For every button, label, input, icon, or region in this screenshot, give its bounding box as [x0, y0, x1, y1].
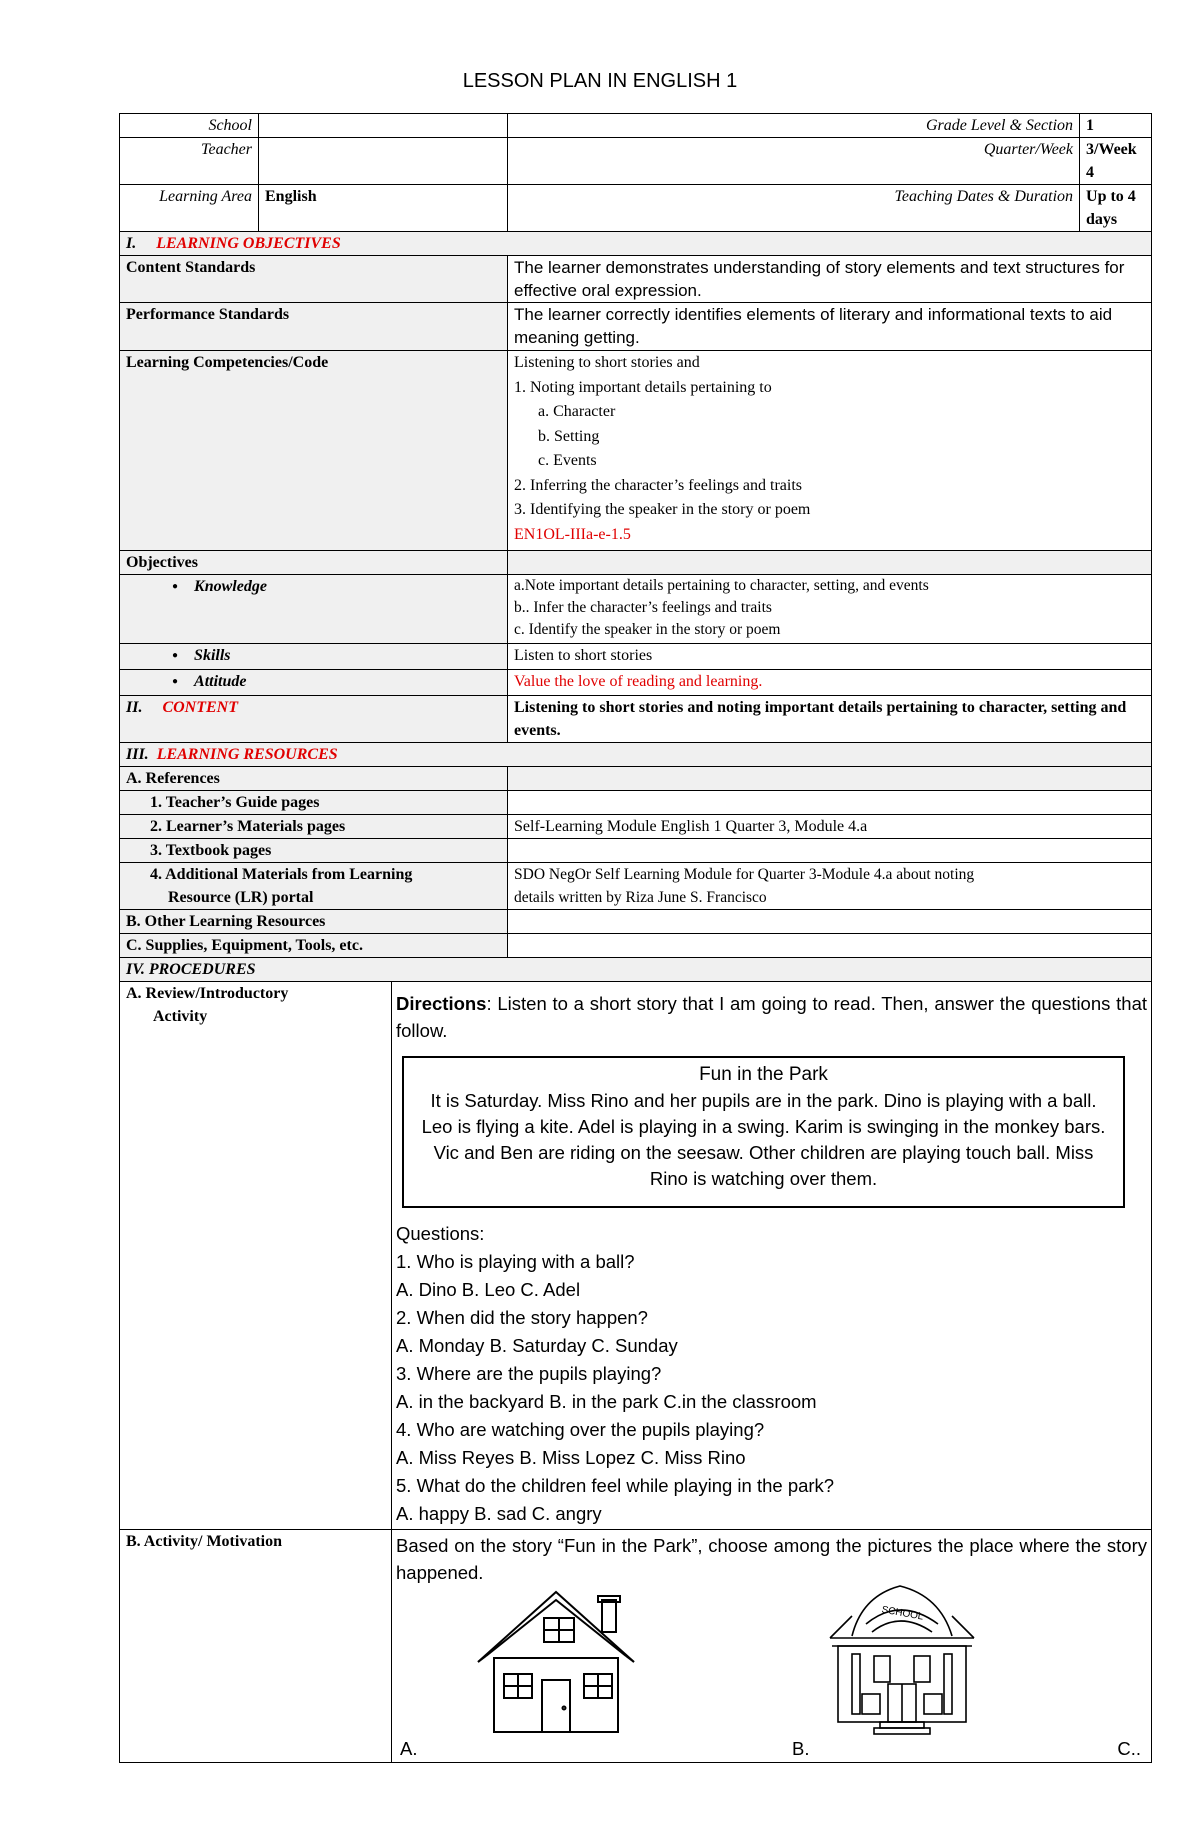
knowledge-line: a.Note important details pertaining to character, setting, and events [514, 577, 929, 594]
question-line: Questions: [396, 1223, 485, 1244]
school-picture [822, 1576, 982, 1738]
lm-value: Self-Learning Module English 1 Quarter 3, Module 4.a [508, 815, 1152, 839]
lm-label: 2. Learner’s Materials pages [120, 815, 508, 839]
skills-label: ● Skills [172, 647, 231, 664]
question-line: A. Dino B. Leo C. Adel [396, 1279, 581, 1300]
content-value: Listening to short stories and noting important details pertaining to character, setting and events. [508, 696, 1152, 743]
teacher-label: Teacher [120, 138, 259, 185]
competency-line: Listening to short stories and [514, 354, 700, 371]
grade-value: 1 [1080, 114, 1152, 138]
activity-text: Based on the story “Fun in the Park”, choose among the pictures the place where the story happened. [396, 1535, 1148, 1583]
picture-choices [392, 1586, 1151, 1762]
review-directions: Directions: Listen to a short story that I am going to read. Then, answer the questions that follow. [396, 993, 1148, 1041]
question-line: 3. Where are the pupils playing? [396, 1363, 662, 1384]
activity-label: B. Activity/ Motivation [120, 1530, 392, 1763]
question-line: 2. When did the story happen? [396, 1307, 648, 1328]
page-title: LESSON PLAN IN ENGLISH 1 [462, 70, 738, 92]
question-line: A. Monday B. Saturday C. Sunday [396, 1335, 678, 1356]
knowledge-line: b.. Infer the character’s feelings and traits [514, 599, 772, 616]
tg-value [508, 791, 1152, 815]
lesson-plan-table [119, 113, 1152, 1763]
competency-line: a. Character [538, 403, 616, 420]
competencies-list [508, 351, 1152, 551]
question-line: 1. Who is playing with a ball? [396, 1251, 635, 1272]
references-label: A. References [120, 767, 508, 791]
other-resources-label: B. Other Learning Resources [120, 910, 508, 934]
story-title: Fun in the Park [699, 1064, 828, 1085]
dates-label: Teaching Dates & Duration [508, 185, 1080, 232]
knowledge-label: ● Knowledge [172, 578, 267, 595]
choice-a-label: A. [400, 1738, 418, 1759]
tg-label: 1. Teacher’s Guide pages [120, 791, 508, 815]
skills-value: Listen to short stories [508, 644, 1152, 670]
knowledge-label-cell [120, 575, 508, 644]
quarter-value: 3/Week 4 [1080, 138, 1152, 185]
choice-c-label: C.. [1117, 1738, 1142, 1759]
question-line: A. happy B. sad C. angry [396, 1503, 602, 1524]
area-value: English [259, 185, 508, 232]
activity-motivation [392, 1530, 1152, 1763]
question-line: A. in the backyard B. in the park C.in the classroom [396, 1391, 817, 1412]
other-resources-value [508, 910, 1152, 934]
area-label: Learning Area [120, 185, 259, 232]
content-standards-label: Content Standards [120, 256, 508, 303]
tb-value [508, 839, 1152, 863]
school-value [259, 114, 508, 138]
performance-standards-value: The learner correctly identifies elements of literary and informational texts to aid meaning getting. [508, 303, 1152, 351]
objectives-label: Objectives [120, 551, 508, 575]
question-line: 5. What do the children feel while playing in the park? [396, 1475, 835, 1496]
am-value: SDO NegOr Self Learning Module for Quarter 3-Module 4.a about noting details written by Riza June S. Francisco [508, 863, 1152, 910]
competency-line: c. Events [538, 452, 597, 469]
story-box [402, 1056, 1125, 1208]
knowledge-list [508, 575, 1152, 644]
supplies-value [508, 934, 1152, 958]
attitude-label-cell [120, 670, 508, 696]
competency-code: EN1OL-IIIa-e-1.5 [514, 525, 631, 543]
content-standards-value: The learner demonstrates understanding of story elements and text structures for effective oral expression. [508, 256, 1152, 303]
story-text: It is Saturday. Miss Rino and her pupils are in the park. Dino is playing with a ball. Leo is flying a kite. Adel is playing in a swing. Karim is swinging in the monkey bars. Vic and Ben are riding on the seesaw. Other children are playing touch ball. Miss Rino is watching over them. [421, 1090, 1106, 1189]
competency-line: b. Setting [538, 427, 600, 445]
school-sign-text: SCHOOL [880, 1604, 925, 1623]
attitude-label: ● Attitude [172, 673, 247, 690]
tb-label: 3. Textbook pages [120, 839, 508, 863]
am-label: 4. Additional Materials from Learning Resource (LR) portal [120, 863, 508, 910]
section-procedures: IV. PROCEDURES [120, 958, 1152, 982]
review-activity [392, 982, 1152, 1530]
question-line: 4. Who are watching over the pupils playing? [396, 1419, 765, 1440]
dates-value: Up to 4 days [1080, 185, 1152, 232]
section-learning-resources: III. LEARNING RESOURCES [120, 743, 1152, 767]
skills-label-cell [120, 644, 508, 670]
objectives-value [508, 551, 1152, 575]
quarter-label: Quarter/Week [508, 138, 1080, 185]
teacher-value [259, 138, 508, 185]
grade-label: Grade Level & Section [508, 114, 1080, 138]
attitude-value: Value the love of reading and learning. [508, 670, 1152, 696]
knowledge-line: c. Identify the speaker in the story or poem [514, 621, 781, 638]
competency-line: 2. Inferring the character’s feelings and traits [514, 476, 803, 494]
supplies-label: C. Supplies, Equipment, Tools, etc. [120, 934, 508, 958]
school-label: School [120, 114, 259, 138]
choice-b-label: B. [792, 1738, 810, 1759]
question-line: A. Miss Reyes B. Miss Lopez C. Miss Rino [396, 1447, 746, 1468]
competency-line: 3. Identifying the speaker in the story or poem [514, 501, 811, 518]
competencies-label: Learning Competencies/Code [120, 351, 508, 551]
references-value [508, 767, 1152, 791]
section-learning-objectives: I. LEARNING OBJECTIVES [120, 232, 1152, 256]
questions-list [392, 1220, 1151, 1528]
competency-line: 1. Noting important details pertaining to [514, 378, 772, 396]
review-label: A. Review/Introductory Activity [120, 982, 392, 1530]
house-picture [472, 1586, 642, 1734]
section-content: II. CONTENT [120, 696, 508, 743]
performance-standards-label: Performance Standards [120, 303, 508, 351]
